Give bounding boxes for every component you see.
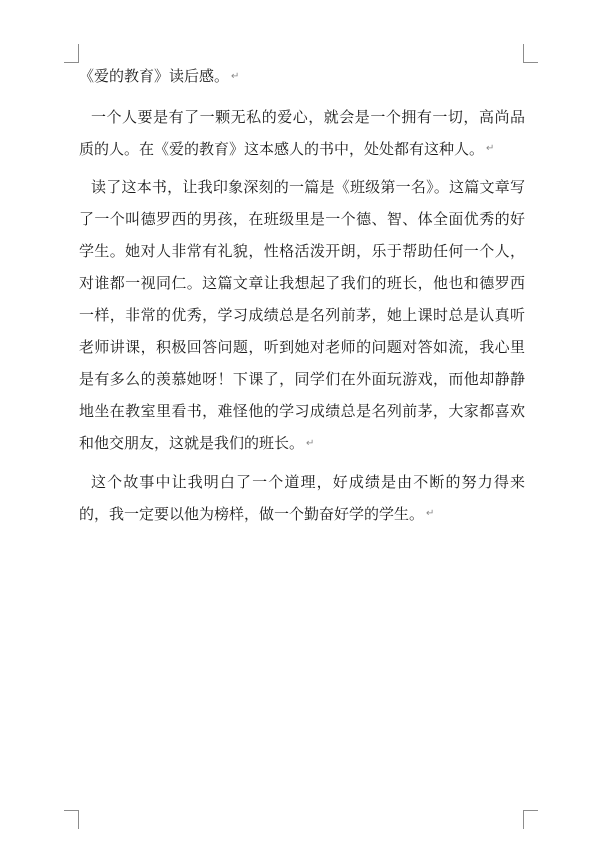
paragraph-2[interactable] bbox=[79, 171, 525, 460]
paragraph-3-text: 这个故事中让我明白了一个道理，好成绩是由不断的努力得来的，我一定要以他为榜样，做一个勤奋好学的学生。 bbox=[79, 472, 525, 523]
document-title: 《爱的教育》读后感。 bbox=[79, 67, 230, 85]
paragraph-mark-icon: ↵ bbox=[306, 437, 315, 449]
bottom-right-margin-mark bbox=[523, 810, 538, 829]
paragraph-2-text: 读了这本书，让我印象深刻的一篇是《班级第一名》。这篇文章写了一个叫德罗西的男孩，在班级里是一个德、智、体全面优秀的好学生。她对人非常有礼貌，性格活泼开朗，乐于帮助任何一个人，对谁都一视同仁。这篇文章让我想起了我们的班长，他也和德罗西一样，非常的优秀，学习成绩总是名列前茅，她上课时总是认真听老师讲课，积极回答问题，听到她对老师的问题对答如流，我心里是有多么的羡慕她呀！下课了，同学们在外面玩游戏，而他却静静地坐在教室里看书，难怪他的学习成绩总是名列前茅，大家都喜欢和他交朋友，这就是我们的班长。 bbox=[79, 178, 525, 452]
paragraph-3[interactable] bbox=[79, 466, 525, 531]
paragraph-1-text: 一个人要是有了一颗无私的爱心，就会是一个拥有一切，高尚品质的人。在《爱的教育》这本感人的书中，处处都有这种人。 bbox=[79, 107, 525, 158]
paragraph-mark-icon: ↵ bbox=[231, 70, 240, 82]
paragraph-mark-icon: ↵ bbox=[426, 508, 435, 519]
paragraph-mark-icon: ↵ bbox=[486, 143, 495, 154]
top-right-margin-mark bbox=[523, 44, 538, 63]
paragraph-1[interactable] bbox=[79, 101, 525, 166]
bottom-left-margin-mark bbox=[64, 810, 79, 829]
top-left-margin-mark bbox=[64, 44, 79, 63]
document-title-line[interactable] bbox=[79, 62, 525, 91]
document-body[interactable] bbox=[79, 62, 525, 536]
